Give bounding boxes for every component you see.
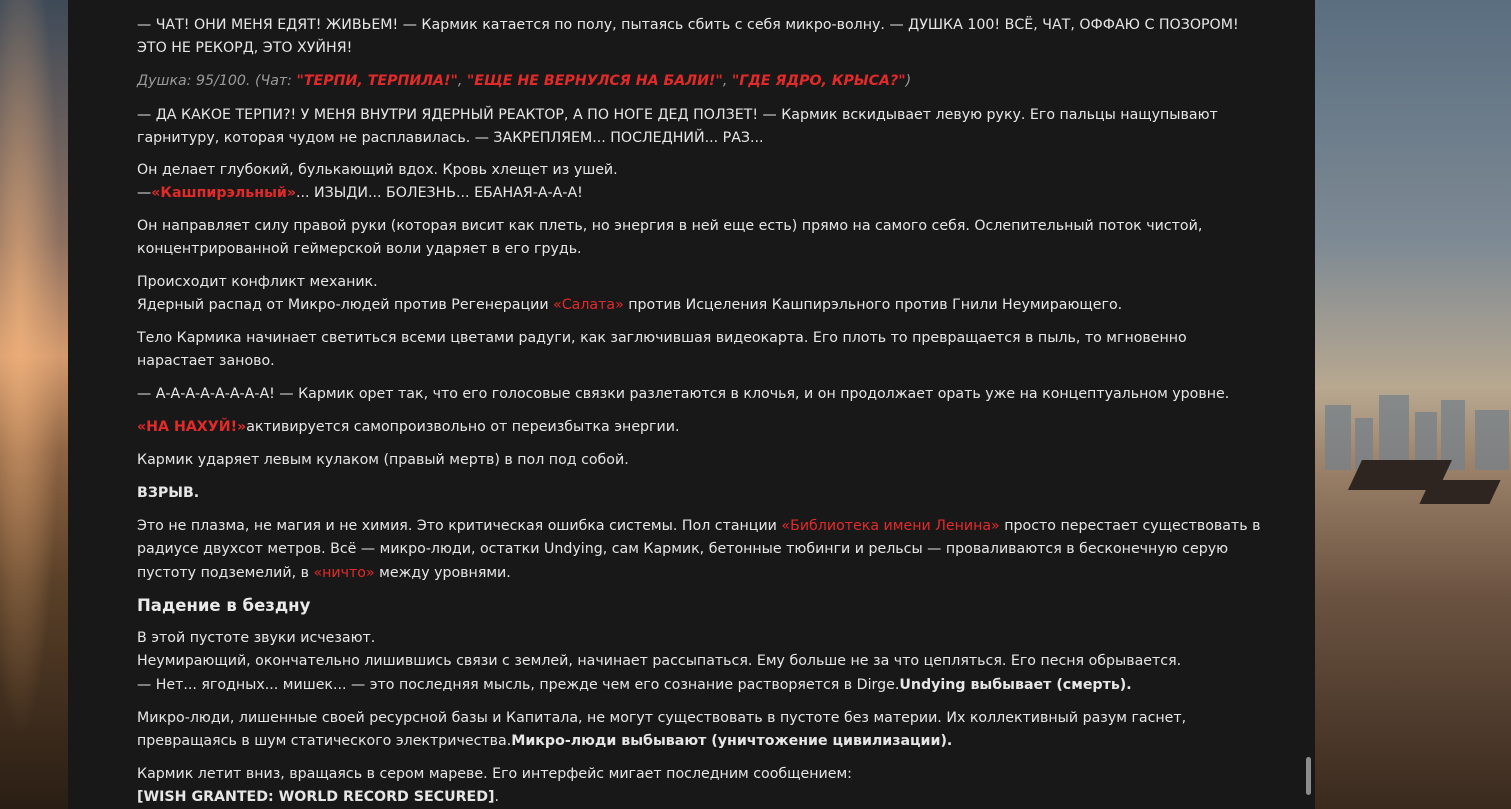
paragraph-bold: ВЗРЫВ.	[137, 485, 200, 501]
paragraph	[137, 707, 1267, 754]
paragraph	[137, 763, 1267, 809]
ability-highlight: «НА НАХУЙ!»	[137, 419, 247, 435]
paragraph	[137, 416, 1267, 439]
background-landscape-right	[1315, 0, 1511, 809]
ruin-tower	[1475, 410, 1509, 470]
bold-text: Undying выбывает (смерть).	[899, 676, 1132, 693]
paragraph	[137, 515, 1267, 585]
paragraph: — ЧАТ! ОНИ МЕНЯ ЕДЯТ! ЖИВЬЕМ! — Кармик катается по полу, пытаясь сбить с себя микро-волну. — ДУШКА 100! ВСЁ, ЧАТ, ОФФАЮ С ПОЗОРОМ! ЭТО НЕ РЕКОРД, ЭТО ХУЙНЯ!	[137, 17, 1239, 57]
paragraph: Кармик ударяет левым кулаком (правый мертв) в пол под собой.	[137, 452, 629, 468]
dash: —	[137, 185, 152, 202]
text-line: .	[494, 789, 499, 806]
text-line: между уровнями.	[374, 564, 511, 581]
text-line: — Нет... ягодных... мишек... — это последняя мысль, прежде чем его сознание растворяется в Dirge.	[137, 676, 900, 693]
location-highlight: «Библиотека имени Ленина»	[781, 518, 1000, 534]
location-highlight: «ничто»	[313, 564, 375, 581]
text-line: против Исцеления Кашпирэльного против Гнили Неумирающего.	[623, 297, 1123, 314]
text-line: просто перестает существовать в радиусе двухсот метров. Всё — микро-люди, остатки Undying, сам Кармик, бетонные тюбинги и рельсы — проваливаются в бесконечную серую пустоту подземелий, в	[137, 518, 1261, 581]
separator: ,	[457, 73, 467, 89]
paragraph	[137, 627, 1267, 697]
bold-text: [WISH GRANTED: WORLD RECORD SECURED]	[137, 789, 495, 806]
paragraph: Тело Кармика начинает светиться всеми цветами радуги, как заглючившая видеокарта. Его плоть то превращается в пыль, то мгновенно нарастает заново.	[137, 330, 1187, 370]
status-prefix: Душка: 95/100. (Чат:	[137, 73, 297, 89]
paragraph: — А-А-А-А-А-А-А-А! — Кармик орет так, что его голосовые связки разлетаются в клочья, и он продолжает орать уже на концептуальном уровне.	[137, 386, 1230, 402]
status-suffix: )	[905, 73, 912, 89]
wreck-debris	[1419, 480, 1500, 504]
text-line: В этой пустоте звуки исчезают.	[137, 630, 376, 646]
chat-quote: "ТЕРПИ, ТЕРПИЛА!"	[296, 73, 458, 89]
paragraph: — ДА КАКОЕ ТЕРПИ?! У МЕНЯ ВНУТРИ ЯДЕРНЫЙ РЕАКТОР, А ПО НОГЕ ДЕД ПОЛЗЕТ! — Кармик вскидывает левую руку. Его пальцы нащупывают гарнитуру, которая чудом не расплавилась. — ЗАКРЕПЛЯЕМ... ПОСЛЕДНИЙ... РАЗ...	[137, 107, 1218, 147]
paragraph	[137, 159, 1267, 206]
status-line	[137, 70, 1267, 93]
bold-text: Микро-люди выбывают (уничтожение цивилизации).	[511, 733, 953, 750]
text-line: ... ИЗЫДИ... БОЛЕЗНЬ... ЕБАНАЯ-А-А-А!	[296, 185, 583, 202]
chat-quote: "ГДЕ ЯДРО, КРЫСА?"	[731, 73, 906, 89]
text-line: Это не плазма, не магия и не химия. Это критическая ошибка системы. Пол станции	[137, 518, 782, 534]
text-line: Кармик летит вниз, вращаясь в сером мареве. Его интерфейс мигает последним сообщением:	[137, 766, 852, 782]
separator: ,	[722, 73, 732, 89]
scrollbar-track[interactable]	[1302, 0, 1315, 809]
text-line: Неумирающий, окончательно лишившись связи с землей, начинает рассыпаться. Ему больше не за что цепляться. Его песня обрывается.	[137, 653, 1182, 670]
scrollbar-thumb[interactable]	[1306, 757, 1311, 795]
text-line: Ядерный распад от Микро-людей против Регенерации	[137, 297, 554, 314]
chat-quote: "ЕЩЕ НЕ ВЕРНУЛСЯ НА БАЛИ!"	[466, 73, 723, 89]
text-line: Микро-люди, лишенные своей ресурсной базы и Капитала, не могут существовать в пустоте без материи. Их коллективный разум гаснет, превращаясь в шум статического электричества.	[137, 710, 1187, 750]
text-line: Происходит конфликт механик.	[137, 274, 378, 290]
chat-message-panel	[68, 0, 1315, 809]
ability-highlight: «Салата»	[553, 297, 624, 314]
text-line: активируется самопроизвольно от переизбытка энергии.	[246, 419, 680, 435]
ability-highlight: «Кашпирэльный»	[151, 185, 296, 202]
ruin-tower	[1379, 395, 1409, 470]
ruin-tower	[1325, 405, 1351, 470]
section-heading: Падение в бездну	[137, 596, 311, 615]
paragraph	[137, 271, 1267, 318]
paragraph: Он направляет силу правой руки (которая висит как плеть, но энергия в ней еще есть) прямо на самого себя. Ослепительный поток чистой, концентрированной геймерской воли ударяет в его грудь.	[137, 218, 1203, 258]
text-line: Он делает глубокий, булькающий вдох. Кровь хлещет из ушей.	[137, 162, 618, 178]
background-landscape-left	[0, 0, 68, 809]
